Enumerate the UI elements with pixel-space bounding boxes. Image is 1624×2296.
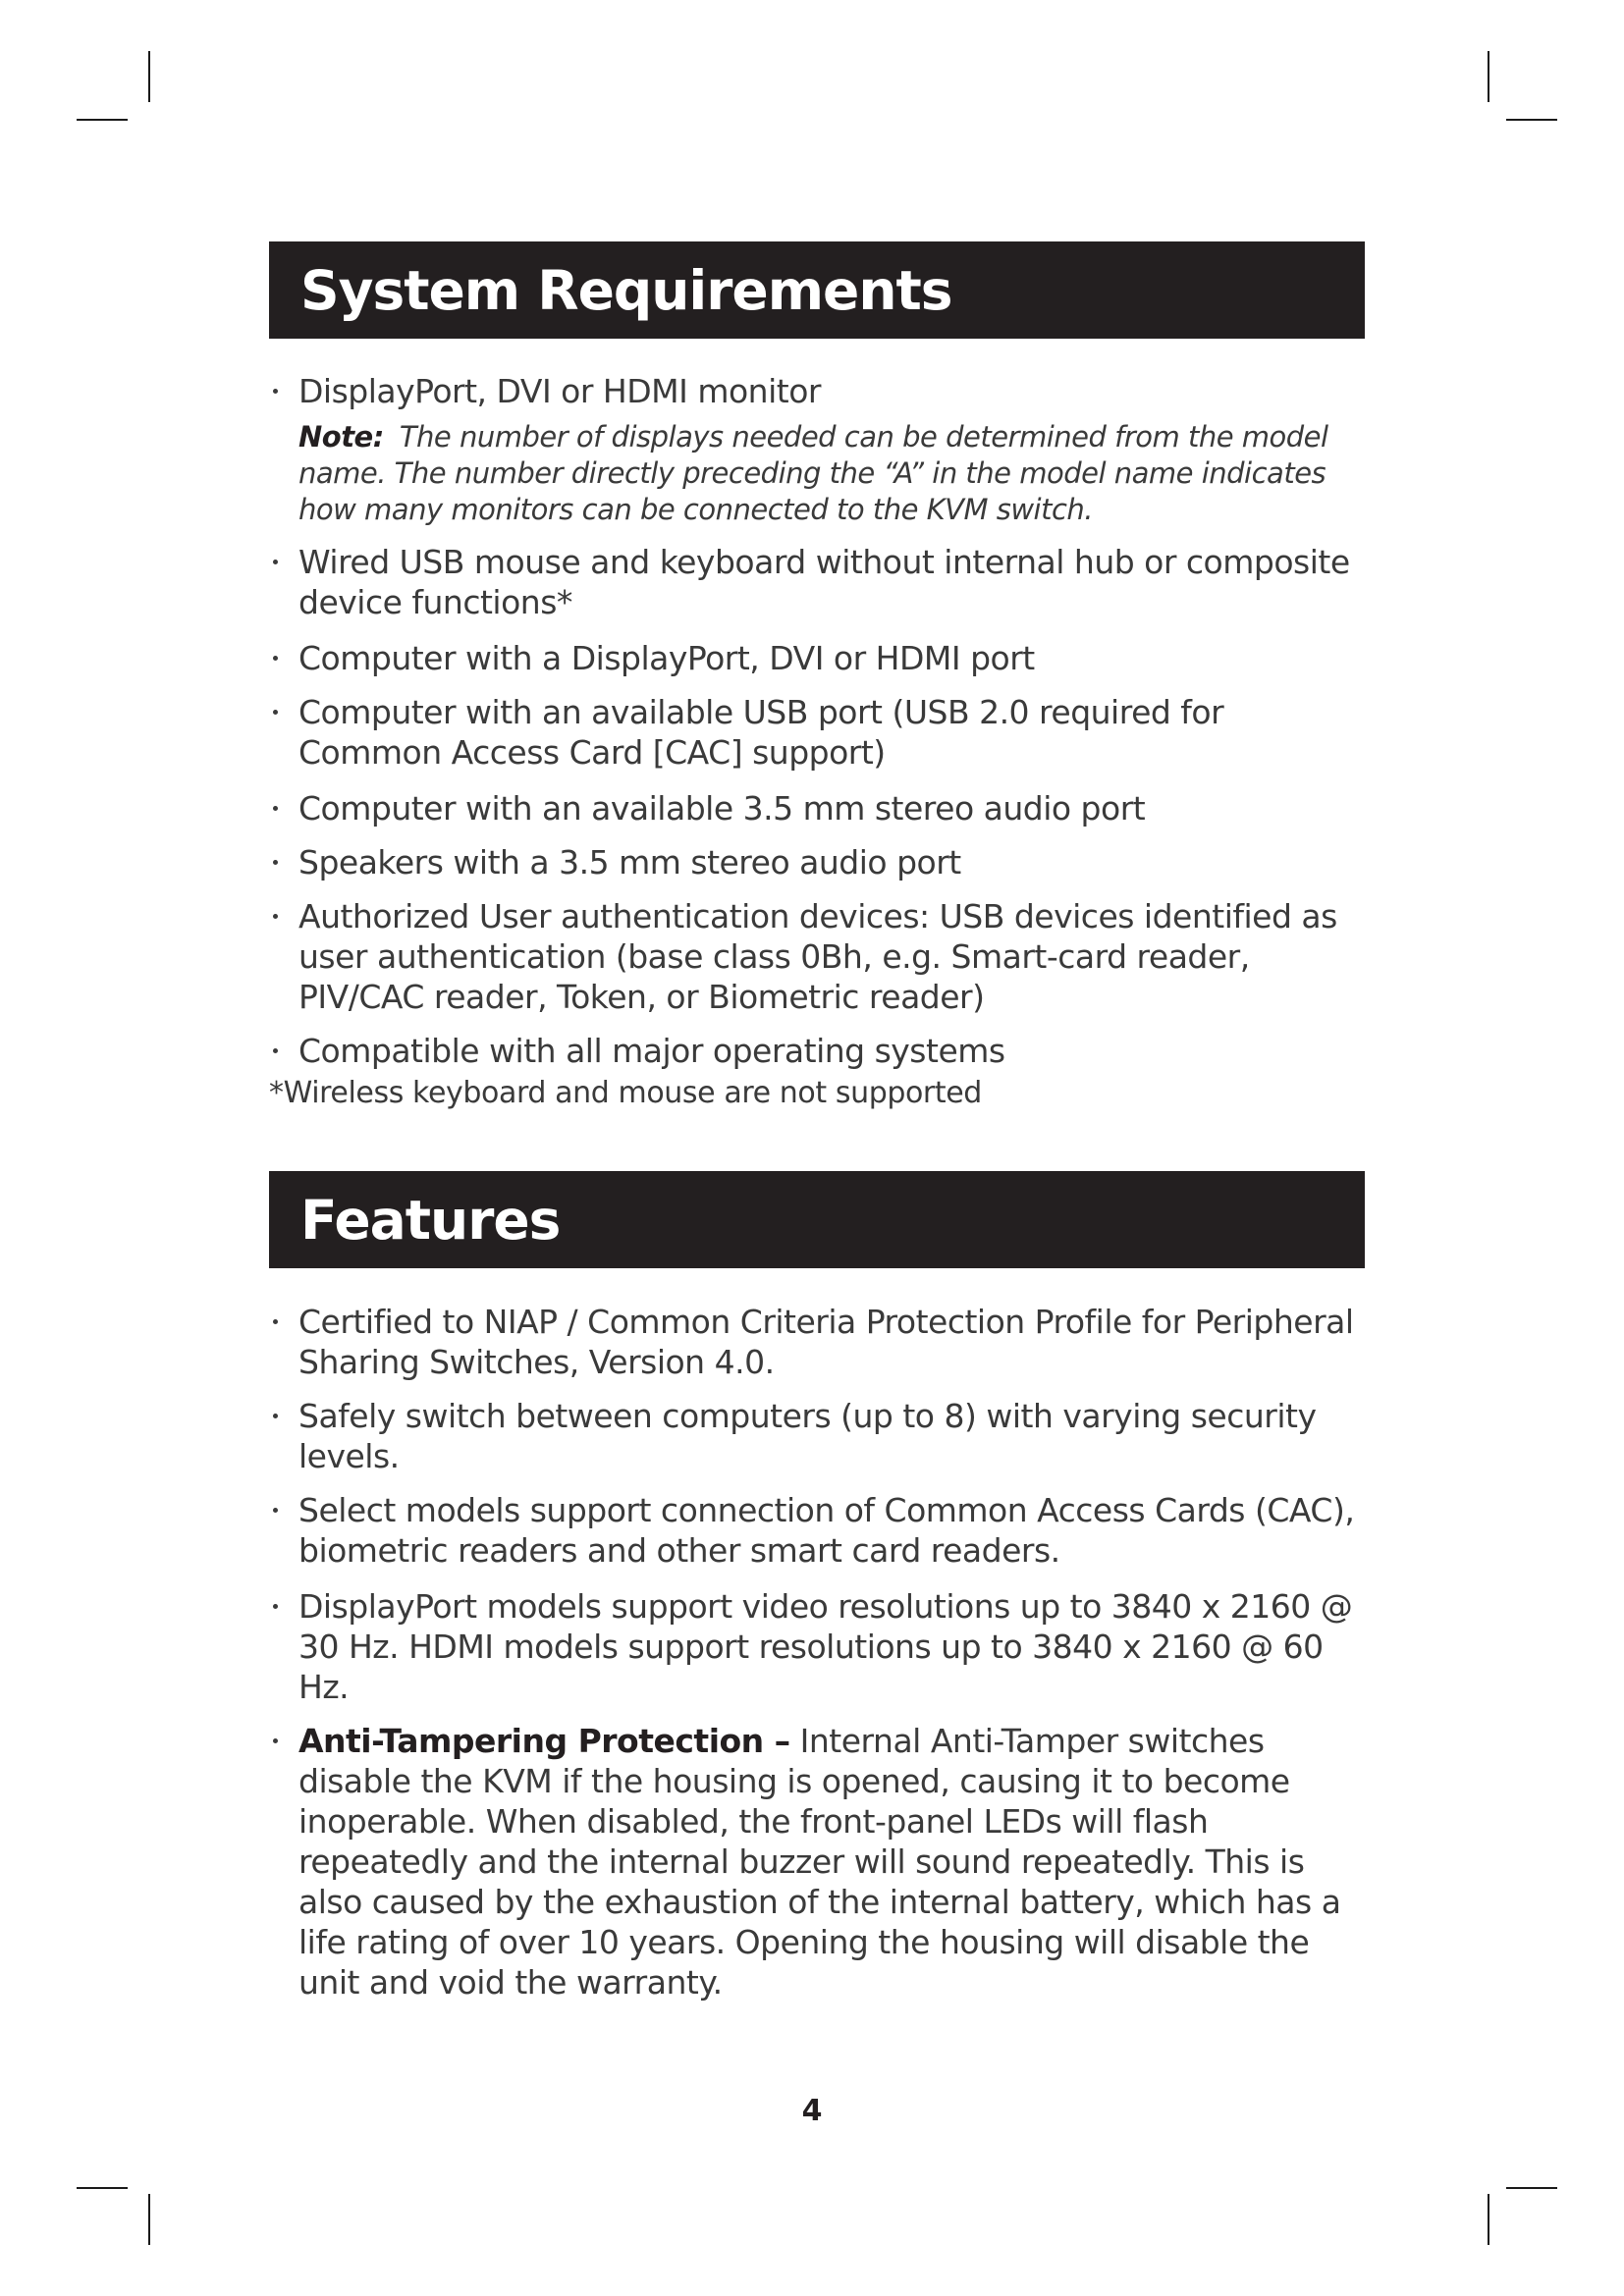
section-heading-system-requirements: System Requirements [269,241,1365,339]
page-number: 4 [801,2094,823,2128]
crop-mark [1506,2187,1557,2189]
list-item: Wired USB mouse and keyboard without internal hub or composite device functions* [269,542,1365,622]
list-item: Compatible with all major operating systems [269,1031,1365,1071]
crop-mark [148,2194,150,2245]
list-item: Computer with a DisplayPort, DVI or HDMI port [269,638,1365,678]
list-item: Authorized User authentication devices: USB devices identified as user authentication (base class 0Bh, e.g. Smart-card reader, PIV/CAC reader, Token, or Biometric reader) [269,896,1365,1017]
crop-mark [1506,119,1557,121]
list-item: DisplayPort models support video resolutions up to 3840 x 2160 @ 30 Hz. HDMI models support resolutions up to 3840 x 2160 @ 60 Hz. [269,1586,1365,1707]
page-content [269,241,1365,2002]
requirements-list [269,371,1365,411]
crop-mark [1488,51,1489,102]
list-item: Safely switch between computers (up to 8) with varying security levels. [269,1396,1365,1476]
features-list [269,1302,1365,2002]
list-item: Select models support connection of Common Access Cards (CAC), biometric readers and other smart card readers. [269,1490,1365,1571]
list-item: Certified to NIAP / Common Criteria Protection Profile for Peripheral Sharing Switches, Version 4.0. [269,1302,1365,1382]
crop-mark [1488,2194,1489,2245]
requirements-list [269,542,1365,1071]
note [269,419,1365,528]
list-item: DisplayPort, DVI or HDMI monitor [269,371,1365,411]
list-item: Computer with an available 3.5 mm stereo audio port [269,788,1365,828]
crop-mark [77,2187,128,2189]
note-text: The number of displays needed can be determined from the model name. The number directly preceding the “A” in the model name indicates how many monitors can be connected to the KVM switch. [298,420,1328,526]
list-item [269,1721,1365,2002]
section-heading-features: Features [269,1171,1365,1268]
list-item: Speakers with a 3.5 mm stereo audio port [269,842,1365,882]
anti-tamper-text: Internal Anti-Tamper switches disable the KVM if the housing is opened, causing it to become inoperable. When disabled, the front-panel LEDs will flash repeatedly and the internal buzzer will sound repeatedly. This is also caused by the exhaustion of the internal battery, which has a life rating of over 10 years. Opening the housing will disable the unit and void the warranty. [298,1722,1341,2002]
list-item: Computer with an available USB port (USB 2.0 required for Common Access Card [CAC] support) [269,692,1365,773]
footnote: *Wireless keyboard and mouse are not supported [269,1076,982,1110]
crop-mark [148,51,150,102]
anti-tamper-label: Anti-Tampering Protection – [298,1722,790,1760]
note-label: Note: [298,420,384,454]
crop-mark [77,119,128,121]
